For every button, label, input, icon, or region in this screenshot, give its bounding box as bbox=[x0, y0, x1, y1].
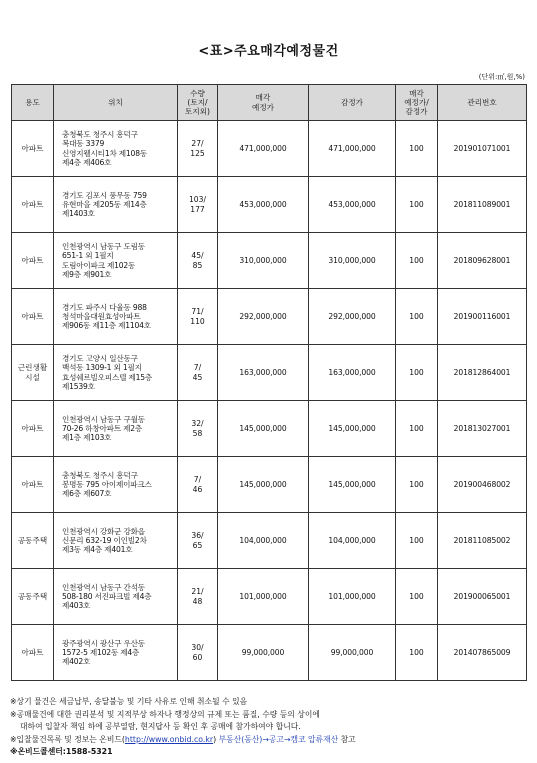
cell-ratio: 100 bbox=[396, 121, 438, 177]
cell-location: 광주광역시 광산구 우산동 1572-5 제102동 제4층 제402호 bbox=[54, 625, 178, 681]
cell-sale-price: 145,000,000 bbox=[218, 457, 309, 513]
cell-location: 경기도 김포시 풍무동 759 유현마을 제205동 제14층 제1403호 bbox=[54, 177, 178, 233]
cell-quantity: 45/ 85 bbox=[178, 233, 218, 289]
cell-ratio: 100 bbox=[396, 233, 438, 289]
cell-mgmt-no: 201812864001 bbox=[438, 345, 527, 401]
cell-location: 충청북도 청주시 흥덕구 봉명동 795 아이제이파크스 제6층 제607호 bbox=[54, 457, 178, 513]
header-mgmt-no: 관리번호 bbox=[438, 85, 527, 121]
note-callcenter: ※온비드콜센터:1588-5321 bbox=[10, 747, 113, 756]
cell-appraised: 145,000,000 bbox=[309, 457, 396, 513]
cell-quantity: 30/ 60 bbox=[178, 625, 218, 681]
cell-sale-price: 163,000,000 bbox=[218, 345, 309, 401]
header-use: 용도 bbox=[12, 85, 54, 121]
cell-mgmt-no: 201809628001 bbox=[438, 233, 527, 289]
cell-quantity: 21/ 48 bbox=[178, 569, 218, 625]
table-header-row bbox=[12, 85, 527, 121]
cell-use: 아파트 bbox=[12, 401, 54, 457]
table-row bbox=[12, 569, 527, 625]
cell-appraised: 292,000,000 bbox=[309, 289, 396, 345]
cell-location: 인천광역시 남동구 도림동 651-1 외 1필지 도림아이파크 제102동 제9층 제901호 bbox=[54, 233, 178, 289]
table-row bbox=[12, 513, 527, 569]
cell-quantity: 32/ 58 bbox=[178, 401, 218, 457]
header-quantity: 수량 (토지/ 토지외) bbox=[178, 85, 218, 121]
cell-use: 공동주택 bbox=[12, 513, 54, 569]
table-row bbox=[12, 625, 527, 681]
cell-use: 아파트 bbox=[12, 233, 54, 289]
notes bbox=[10, 696, 530, 759]
cell-mgmt-no: 201900065001 bbox=[438, 569, 527, 625]
property-table bbox=[11, 84, 527, 681]
page-title: <표>주요매각예정물건 bbox=[198, 44, 339, 59]
cell-appraised: 310,000,000 bbox=[309, 233, 396, 289]
cell-use: 아파트 bbox=[12, 121, 54, 177]
cell-appraised: 145,000,000 bbox=[309, 401, 396, 457]
cell-ratio: 100 bbox=[396, 513, 438, 569]
cell-sale-price: 453,000,000 bbox=[218, 177, 309, 233]
onbid-path: 부동산(동산)→공고→캠코 압류재산 bbox=[218, 734, 339, 744]
cell-location: 경기도 고양시 일산동구 백석동 1309-1 외 1필지 효성쉐르빌오피스텔 제15층 제1539호 bbox=[54, 345, 178, 401]
cell-quantity: 36/ 65 bbox=[178, 513, 218, 569]
cell-mgmt-no: 201407865009 bbox=[438, 625, 527, 681]
cell-appraised: 453,000,000 bbox=[309, 177, 396, 233]
cell-mgmt-no: 201811085002 bbox=[438, 513, 527, 569]
table-row bbox=[12, 457, 527, 513]
cell-sale-price: 145,000,000 bbox=[218, 401, 309, 457]
cell-sale-price: 104,000,000 bbox=[218, 513, 309, 569]
note-onbid-suffix: 참고 bbox=[338, 734, 356, 744]
header-sale-price: 매각 예정가 bbox=[218, 85, 309, 121]
onbid-link[interactable]: http://www.onbid.co.kr bbox=[124, 734, 214, 744]
note-liability-1: ※공매물건에 대한 권리분석 및 지적부상 하자나 행정상의 규제 또는 품질, 수량 등의 상이에 bbox=[10, 709, 320, 719]
cell-location: 인천광역시 강화군 강화읍 신문리 632-19 이인빌2차 제3동 제4층 제401호 bbox=[54, 513, 178, 569]
note-liability-2: 대하여 입찰자 책임 하에 공부열람, 현지답사 등 확인 후 공매에 참가하여야 합니다. bbox=[20, 722, 301, 731]
cell-appraised: 99,000,000 bbox=[309, 625, 396, 681]
header-location: 위치 bbox=[54, 85, 178, 121]
cell-mgmt-no: 201901071001 bbox=[438, 121, 527, 177]
unit-label: (단위:㎡,원,%) bbox=[478, 73, 525, 81]
note-onbid bbox=[10, 734, 530, 747]
cell-sale-price: 292,000,000 bbox=[218, 289, 309, 345]
table-row bbox=[12, 177, 527, 233]
cell-location: 경기도 파주시 다율동 988 청석마을대원효성아파트 제906동 제11층 제1104호 bbox=[54, 289, 178, 345]
table-row bbox=[12, 289, 527, 345]
cell-quantity: 103/ 177 bbox=[178, 177, 218, 233]
cell-mgmt-no: 201813027001 bbox=[438, 401, 527, 457]
cell-appraised: 471,000,000 bbox=[309, 121, 396, 177]
cell-appraised: 104,000,000 bbox=[309, 513, 396, 569]
cell-mgmt-no: 201900468002 bbox=[438, 457, 527, 513]
cell-use: 공동주택 bbox=[12, 569, 54, 625]
header-ratio: 매각 예정가/ 감정가 bbox=[396, 85, 438, 121]
note-onbid-prefix: ※입찰물건목록 및 정보는 온비드( bbox=[10, 734, 125, 744]
cell-use: 아파트 bbox=[12, 289, 54, 345]
cell-use: 아파트 bbox=[12, 177, 54, 233]
cell-use: 아파트 bbox=[12, 457, 54, 513]
cell-mgmt-no: 201811089001 bbox=[438, 177, 527, 233]
cell-location: 인천광역시 남동구 간석동 508-180 서진파크빌 제4층 제403호 bbox=[54, 569, 178, 625]
cell-quantity: 27/ 125 bbox=[178, 121, 218, 177]
cell-quantity: 7/ 45 bbox=[178, 345, 218, 401]
cell-sale-price: 471,000,000 bbox=[218, 121, 309, 177]
cell-location: 인천광역시 남동구 구월동 70-26 하창아파트 제2층 제1층 제103호 bbox=[54, 401, 178, 457]
table-row bbox=[12, 345, 527, 401]
cell-quantity: 7/ 46 bbox=[178, 457, 218, 513]
cell-ratio: 100 bbox=[396, 625, 438, 681]
header-appraised: 감정가 bbox=[309, 85, 396, 121]
cell-sale-price: 101,000,000 bbox=[218, 569, 309, 625]
cell-ratio: 100 bbox=[396, 569, 438, 625]
cell-sale-price: 99,000,000 bbox=[218, 625, 309, 681]
cell-appraised: 163,000,000 bbox=[309, 345, 396, 401]
cell-quantity: 71/ 110 bbox=[178, 289, 218, 345]
cell-appraised: 101,000,000 bbox=[309, 569, 396, 625]
note-cancel: ※상기 물건은 세금납부, 송달불능 및 기타 사유로 인해 취소될 수 있음 bbox=[10, 697, 248, 706]
table-row bbox=[12, 401, 527, 457]
note-onbid-mid: ) bbox=[213, 734, 219, 744]
cell-use: 아파트 bbox=[12, 625, 54, 681]
cell-ratio: 100 bbox=[396, 289, 438, 345]
cell-sale-price: 310,000,000 bbox=[218, 233, 309, 289]
cell-ratio: 100 bbox=[396, 457, 438, 513]
cell-ratio: 100 bbox=[396, 401, 438, 457]
cell-location: 충청북도 청주시 흥덕구 복대동 3379 신영지웰시티1차 제108동 제4층 제406호 bbox=[54, 121, 178, 177]
cell-ratio: 100 bbox=[396, 345, 438, 401]
table-row bbox=[12, 121, 527, 177]
table-row bbox=[12, 233, 527, 289]
cell-ratio: 100 bbox=[396, 177, 438, 233]
cell-use: 근린생활 시설 bbox=[12, 345, 54, 401]
cell-mgmt-no: 201900116001 bbox=[438, 289, 527, 345]
